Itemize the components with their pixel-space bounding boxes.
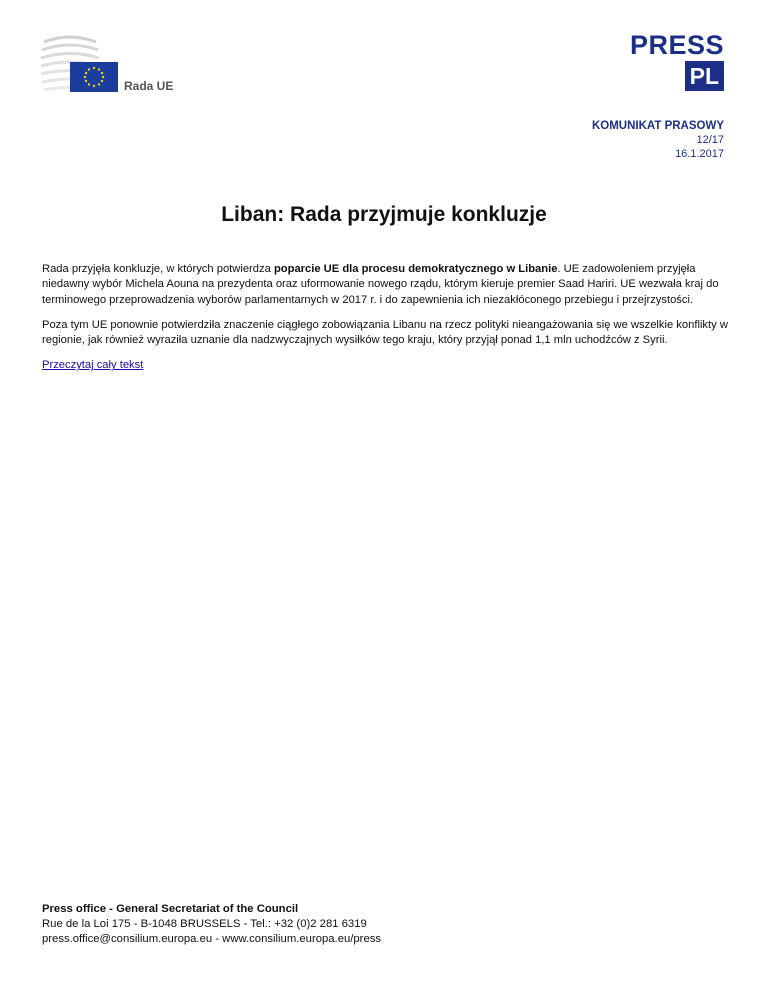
release-info (592, 119, 724, 161)
release-date: 16.1.2017 (675, 148, 724, 160)
article-body (42, 262, 732, 384)
press-word: PRESS (629, 30, 724, 60)
press-language: PL (685, 61, 724, 91)
press-badge (630, 31, 724, 91)
release-number: 12/17 (696, 134, 724, 146)
council-building-icon (40, 32, 200, 96)
release-label: KOMUNIKAT PRASOWY (591, 120, 724, 132)
paragraph-1: Rada przyjęła konkluzje, w których potwierdza poparcie UE dla procesu demokratycznego w Libanie. UE zadowoleniem przyjęła niedawny wybór Michela Aouna na prezydenta oraz uformowanie nowego rządu, którym kieruje premier Saad Hariri. UE wezwała kraj do terminowego przeprowadzenia wyborów parlamentarnych w 2017 r. i do zapewnienia ich niezakłóconego przebiegu i przejrzystości. (42, 263, 719, 306)
eu-flag-icon (70, 62, 118, 92)
footer-contact: press.office@consilium.europa.eu - www.consilium.europa.eu/press (42, 933, 382, 945)
paragraph-2: Poza tym UE ponownie potwierdziła znaczenie ciągłego zobowiązania Libanu na rzecz polityki nieangażowania się we wszelkie konflikty w regionie, jak również wyraziła uznanie dla nadzwyczajnych wysiłków tego kraju, który przyjął ponad 1,1 mln uchodźców z Syrii. (42, 318, 728, 347)
logo-text: Rada UE (124, 79, 174, 93)
footer (42, 902, 381, 947)
footer-address: Rue de la Loi 175 - B-1048 BRUSSELS - Tel.: +32 (0)2 281 6319 (42, 918, 367, 930)
highlight-text: poparcie UE dla procesu demokratycznego w Libanie (273, 263, 558, 275)
footer-title: Press office - General Secretariat of the Council (42, 903, 299, 915)
read-full-text-link[interactable]: Przeczytaj cały tekst (42, 359, 144, 372)
page-title: Liban: Rada przyjmuje konkluzje (221, 203, 547, 226)
